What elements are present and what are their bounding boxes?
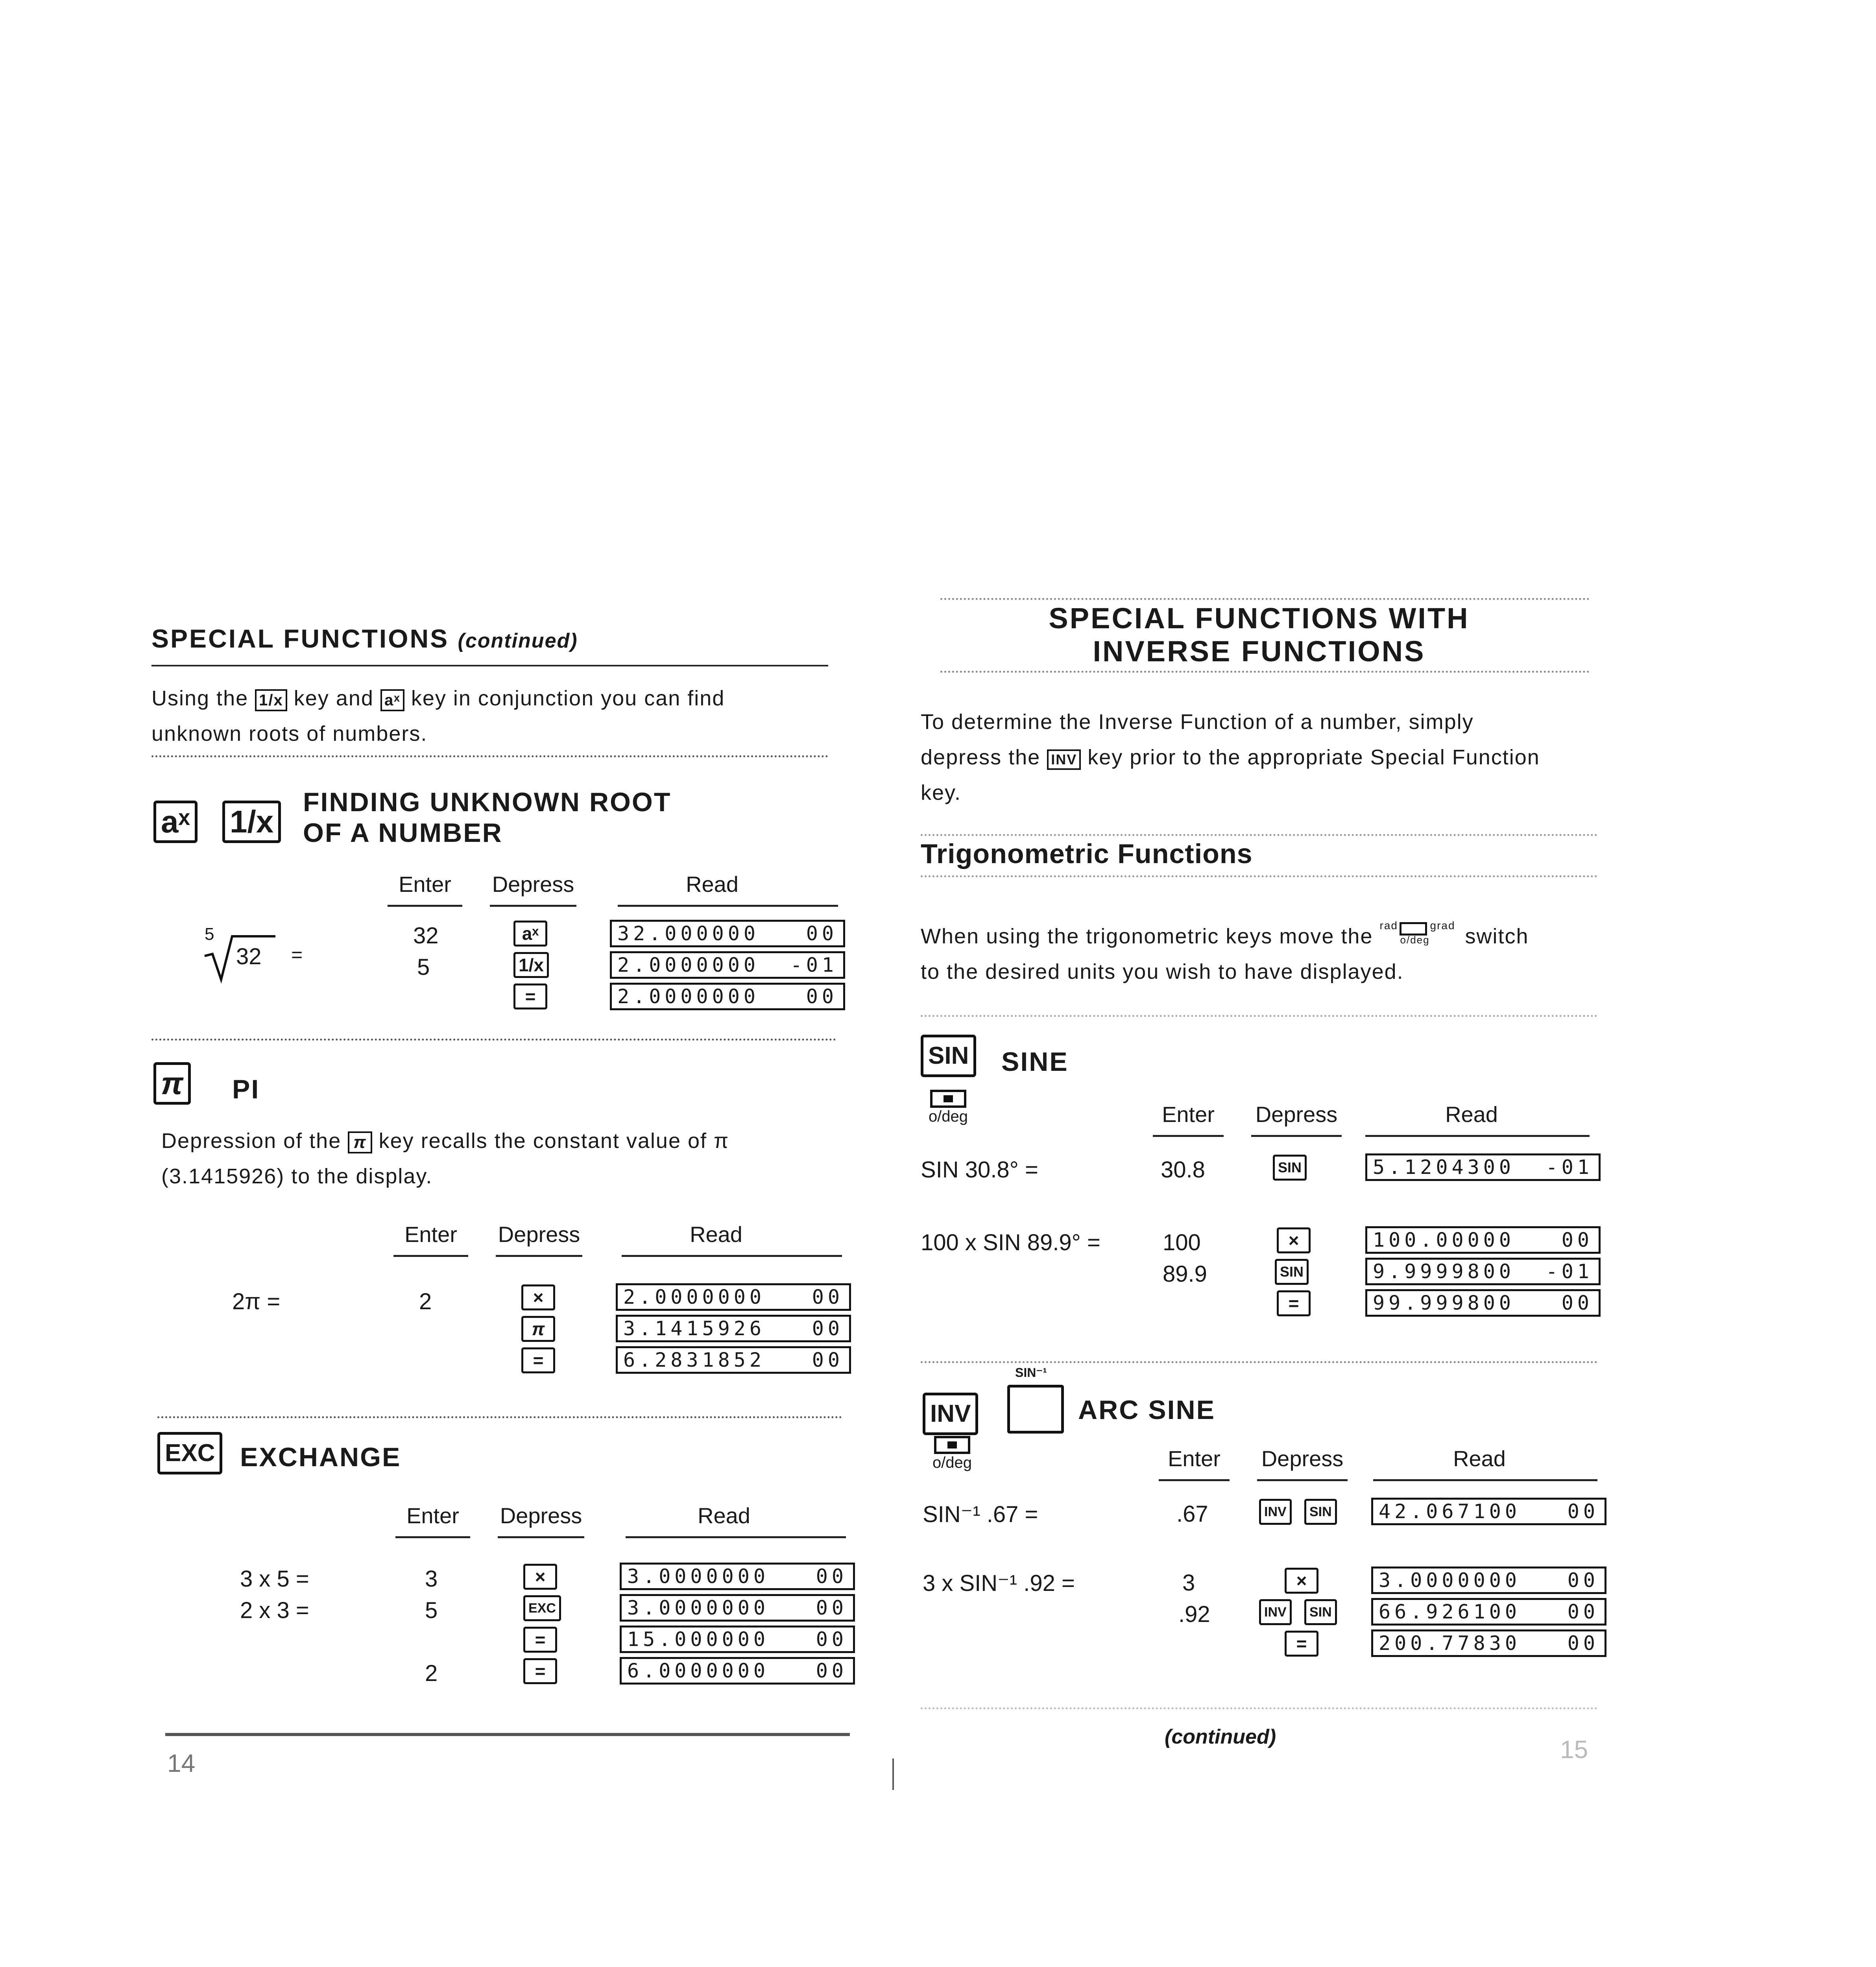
section-divider: [157, 1416, 842, 1418]
mantissa: 100.00000: [1373, 1229, 1515, 1251]
col-underline: [388, 905, 462, 907]
power-key-icon: aˣ: [153, 801, 198, 843]
trig-desc-text: When using the trigonometric keys move the: [921, 924, 1373, 948]
pi-key-icon: π: [153, 1062, 191, 1105]
exponent: 00: [816, 1628, 848, 1651]
equals-key-icon: =: [513, 984, 547, 1009]
col-enter: Enter: [399, 872, 451, 897]
right-intro: [921, 704, 1605, 810]
enter-value: .92: [1178, 1602, 1210, 1627]
root-problem: [197, 924, 315, 987]
equals-key-icon: =: [1285, 1631, 1318, 1657]
exponent: 00: [806, 985, 838, 1008]
col-underline: [395, 1536, 470, 1538]
enter-value: 5: [417, 954, 430, 980]
mantissa: 2.0000000: [617, 985, 759, 1008]
sin-key-icon: SIN: [1275, 1259, 1309, 1285]
mantissa: 32.000000: [617, 922, 759, 945]
col-enter: Enter: [1168, 1446, 1221, 1471]
one-over-x-key-icon: 1/x: [255, 689, 287, 711]
equals-key-icon: =: [1277, 1290, 1311, 1316]
col-underline: [490, 905, 576, 907]
switch-grad-label: grad: [1430, 919, 1455, 932]
radicand: 32: [236, 944, 262, 969]
col-depress: Depress: [1255, 1102, 1338, 1127]
display-readout: [1365, 1289, 1601, 1317]
mantissa: 2.0000000: [617, 954, 759, 976]
sine-title: SINE: [1001, 1047, 1069, 1077]
mantissa: 3.0000000: [1379, 1569, 1521, 1592]
sin-key-icon: SIN: [1273, 1155, 1307, 1181]
display-readout: [620, 1626, 855, 1653]
pi-desc-text: Depression of the: [161, 1129, 342, 1153]
intro-text: key and: [294, 686, 374, 710]
mantissa: 42.067100: [1379, 1500, 1521, 1523]
col-read: Read: [1445, 1102, 1498, 1127]
reciprocal-key-icon: 1/x: [513, 952, 549, 978]
left-page-header: [151, 624, 578, 653]
footer-rule: [165, 1733, 850, 1736]
title-line: FINDING UNKNOWN ROOT: [303, 787, 672, 817]
exchange-key-icon: EXC: [523, 1595, 561, 1621]
col-enter: Enter: [406, 1503, 459, 1528]
intro-text: Using the: [151, 686, 249, 710]
mantissa: 2.0000000: [623, 1286, 765, 1308]
display-readout: [610, 951, 845, 979]
inv-key-icon: INV: [1047, 749, 1081, 770]
enter-value: 5: [425, 1598, 438, 1623]
exponent: -01: [1545, 1156, 1593, 1179]
trig-title: Trigonometric Functions: [921, 838, 1253, 869]
equals-key-icon: =: [521, 1347, 555, 1373]
display-readout: [616, 1315, 851, 1342]
display-readout: [616, 1283, 851, 1311]
col-enter: Enter: [404, 1222, 457, 1247]
section-divider: [921, 1015, 1597, 1017]
switch-body: [1400, 922, 1427, 936]
intro-text: To determine the Inverse Function of a number, simply: [921, 710, 1474, 734]
inv-key-icon: INV: [923, 1393, 978, 1435]
pi-problem: 2π =: [232, 1289, 281, 1314]
equals-key-icon: =: [523, 1658, 557, 1684]
exponent: 00: [816, 1596, 848, 1619]
exponent: 00: [816, 1659, 848, 1682]
enter-value: 2: [419, 1289, 432, 1314]
sin-inverse-label: SIN⁻¹: [1015, 1365, 1047, 1380]
col-underline: [626, 1536, 846, 1538]
pi-title: PI: [232, 1074, 260, 1104]
multiply-key-icon: ×: [521, 1284, 555, 1310]
root-index: 5: [205, 924, 214, 944]
trig-desc-text: to the desired units you wish to have displayed.: [921, 960, 1404, 984]
page-number: 15: [1560, 1735, 1588, 1764]
arcsine-problem: SIN⁻¹ .67 =: [923, 1502, 1038, 1527]
intro-text: key.: [921, 781, 962, 805]
intro-text: depress the: [921, 745, 1041, 769]
left-intro: [151, 681, 836, 751]
sine-problem: 100 x SIN 89.9° =: [921, 1230, 1100, 1255]
blank-key-icon: [1007, 1385, 1064, 1434]
col-underline: [1257, 1479, 1348, 1481]
mantissa: 15.000000: [627, 1628, 769, 1651]
switch-label: o/deg: [932, 1454, 972, 1471]
header-line: INVERSE FUNCTIONS: [1093, 635, 1425, 668]
intro-text: key prior to the appropriate Special Function: [1088, 745, 1540, 769]
multiply-key-icon: ×: [1277, 1227, 1311, 1253]
col-underline: [1153, 1135, 1224, 1137]
col-depress: Depress: [1261, 1446, 1344, 1471]
switch-label: o/deg: [928, 1108, 968, 1125]
trig-desc: [921, 919, 1613, 989]
sine-problem: SIN 30.8° =: [921, 1157, 1038, 1183]
continued-note: (continued): [1165, 1725, 1276, 1748]
col-underline: [1373, 1479, 1597, 1481]
header-rule-bottom: [940, 671, 1590, 673]
exponent: 00: [1567, 1632, 1599, 1655]
intro-text: key in conjunction you can find: [411, 686, 725, 710]
enter-value: .67: [1176, 1501, 1208, 1527]
multiply-key-icon: ×: [523, 1564, 557, 1590]
col-enter: Enter: [1162, 1102, 1215, 1127]
mantissa: 66.926100: [1379, 1600, 1521, 1623]
pi-desc-text: key recalls the constant value of π: [379, 1129, 729, 1153]
pi-key-icon: π: [521, 1316, 555, 1342]
mantissa: 200.77830: [1379, 1632, 1521, 1655]
col-underline: [1159, 1479, 1230, 1481]
reciprocal-key-icon: 1/x: [222, 801, 281, 843]
enter-value: 3: [1182, 1570, 1195, 1596]
header-rule-top: [940, 598, 1590, 600]
col-underline: [496, 1255, 582, 1257]
mantissa: 5.1204300: [1373, 1156, 1515, 1179]
exponent: 00: [1567, 1600, 1599, 1623]
arcsine-title: ARC SINE: [1078, 1395, 1215, 1425]
exponent: 00: [812, 1317, 844, 1340]
exponent: 00: [816, 1565, 848, 1588]
switch-body: [934, 1436, 970, 1454]
display-readout: [610, 983, 845, 1010]
display-readout: [1371, 1567, 1606, 1594]
display-readout: [1371, 1629, 1606, 1657]
exponent: 00: [1561, 1292, 1593, 1314]
exponent: 00: [812, 1286, 844, 1308]
deg-switch-icon: [917, 1090, 980, 1126]
mantissa: 6.0000000: [627, 1659, 769, 1682]
section-divider: [921, 875, 1597, 877]
exchange-problem: 3 x 5 =: [240, 1566, 309, 1592]
enter-value: 3: [425, 1566, 438, 1592]
exchange-problem: 2 x 3 =: [240, 1598, 309, 1623]
power-key-icon: aˣ: [380, 689, 404, 711]
display-readout: [620, 1657, 855, 1685]
col-read: Read: [698, 1503, 750, 1528]
sin-key-icon: SIN: [1304, 1499, 1337, 1525]
display-readout: [1365, 1226, 1601, 1254]
exponent: 00: [1567, 1500, 1599, 1523]
display-readout: [620, 1594, 855, 1622]
exponent: -01: [1545, 1260, 1593, 1283]
display-readout: [610, 920, 845, 947]
col-read: Read: [1453, 1446, 1506, 1471]
sin-key-icon: SIN: [1304, 1599, 1337, 1625]
exponent: -01: [790, 954, 838, 976]
section-divider: [921, 834, 1597, 836]
mantissa: 6.2831852: [623, 1349, 765, 1371]
exponent: 00: [1567, 1569, 1599, 1592]
display-readout: [1365, 1153, 1601, 1181]
col-underline: [393, 1255, 468, 1257]
inv-key-icon: INV: [1259, 1499, 1292, 1525]
display-readout: [620, 1563, 855, 1590]
gutter-mark: [892, 1758, 894, 1790]
col-underline: [622, 1255, 842, 1257]
deg-switch-icon: [917, 1436, 988, 1472]
pi-desc: [161, 1123, 846, 1194]
switch-body: [930, 1090, 966, 1108]
header-continued: (continued): [458, 629, 578, 652]
exchange-title: EXCHANGE: [240, 1442, 401, 1472]
exponent: 00: [1561, 1229, 1593, 1251]
pi-desc-text: (3.1415926) to the display.: [161, 1164, 433, 1188]
enter-value: 32: [413, 923, 439, 948]
footer-rule: [921, 1707, 1597, 1709]
enter-value: 100: [1163, 1230, 1201, 1255]
header-title: SPECIAL FUNCTIONS: [151, 624, 449, 653]
switch-rad-label: rad: [1379, 919, 1398, 932]
header-rule: [151, 665, 828, 666]
col-read: Read: [686, 872, 739, 897]
display-readout: [1371, 1498, 1606, 1525]
mantissa: 9.9999800: [1373, 1260, 1515, 1283]
col-depress: Depress: [500, 1503, 582, 1528]
col-depress: Depress: [498, 1222, 580, 1247]
section-divider: [921, 1361, 1597, 1363]
arcsine-problem: 3 x SIN⁻¹ .92 =: [923, 1570, 1075, 1596]
mantissa: 3.0000000: [627, 1596, 769, 1619]
right-page-header: [944, 602, 1574, 668]
angle-switch-icon: [1379, 919, 1459, 950]
finding-root-title: [303, 787, 671, 848]
col-depress: Depress: [492, 872, 574, 897]
mantissa: 99.999800: [1373, 1292, 1515, 1314]
exponent: 00: [812, 1349, 844, 1371]
inv-key-icon: INV: [1259, 1599, 1292, 1625]
col-underline: [498, 1536, 584, 1538]
trig-desc-text: switch: [1465, 924, 1529, 948]
section-divider: [151, 1039, 836, 1041]
enter-value: 2: [425, 1661, 438, 1686]
exchange-key-icon: EXC: [157, 1432, 222, 1474]
section-divider: [151, 755, 828, 757]
mantissa: 3.0000000: [627, 1565, 769, 1588]
enter-value: 30.8: [1161, 1157, 1205, 1183]
col-underline: [1251, 1135, 1342, 1137]
display-readout: [616, 1346, 851, 1374]
mantissa: 3.1415926: [623, 1317, 765, 1340]
exponent: 00: [806, 922, 838, 945]
equals-sign: =: [291, 944, 303, 966]
display-readout: [1371, 1598, 1606, 1626]
enter-value: 89.9: [1163, 1261, 1207, 1287]
switch-deg-label: o/deg: [1400, 934, 1430, 946]
power-key-icon: aˣ: [513, 921, 547, 947]
equals-key-icon: =: [523, 1627, 557, 1653]
col-underline: [1365, 1135, 1590, 1137]
header-line: SPECIAL FUNCTIONS WITH: [1049, 602, 1470, 635]
display-readout: [1365, 1258, 1601, 1285]
pi-key-icon: π: [348, 1131, 372, 1153]
sin-key-icon: SIN: [921, 1035, 976, 1077]
page-number: 14: [167, 1749, 196, 1777]
col-read: Read: [690, 1222, 742, 1247]
multiply-key-icon: ×: [1285, 1568, 1318, 1594]
col-underline: [618, 905, 838, 907]
intro-text: unknown roots of numbers.: [151, 722, 428, 745]
title-line: OF A NUMBER: [303, 818, 503, 848]
